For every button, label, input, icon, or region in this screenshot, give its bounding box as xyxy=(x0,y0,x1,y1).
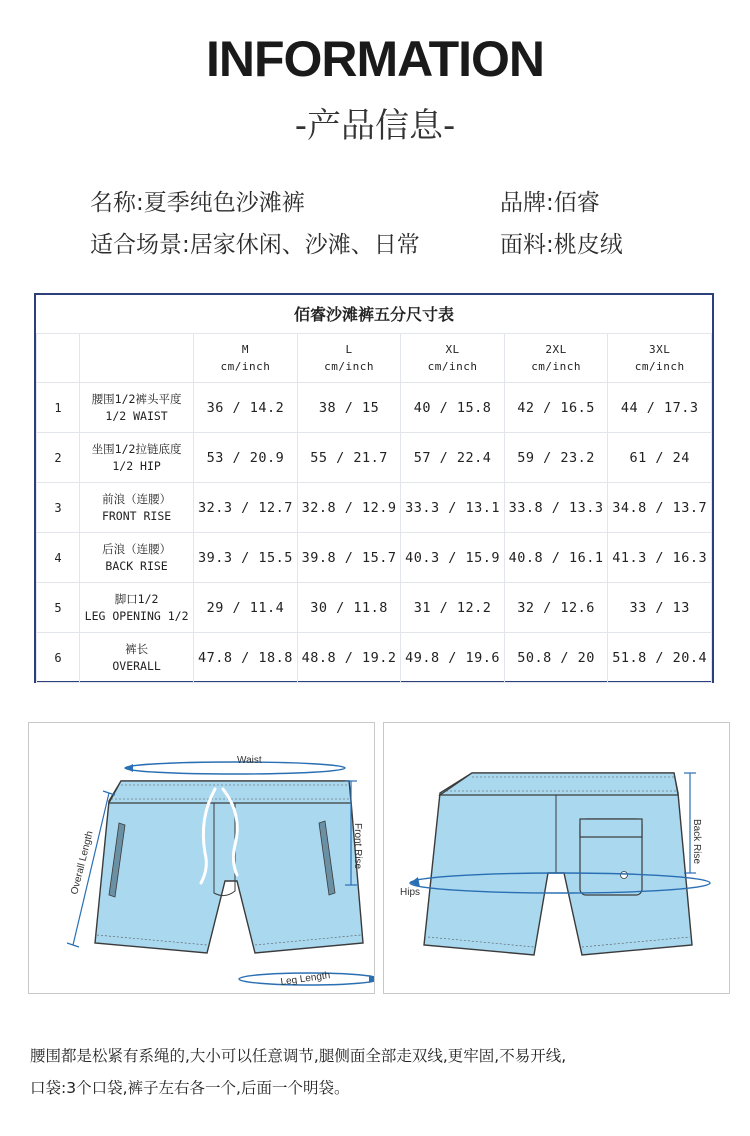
measurement-name-en: 1/2 HIP xyxy=(112,458,161,473)
size-value-cell: 33.3 / 13.1 xyxy=(401,483,505,533)
size-value-cell: 29 / 11.4 xyxy=(194,583,298,633)
product-scene: 适合场景:居家休闲、沙滩、日常 xyxy=(90,232,420,258)
product-name: 名称:夏季纯色沙滩裤 xyxy=(90,190,305,216)
size-table xyxy=(34,293,714,683)
size-table-row xyxy=(37,383,712,433)
size-value-cell: 48.8 / 19.2 xyxy=(297,633,401,683)
size-value-cell: 61 / 24 xyxy=(608,433,712,483)
size-table-caption: 佰睿沙滩裤五分尺寸表 xyxy=(36,295,712,334)
header-blank-item xyxy=(79,334,193,383)
size-table-grid xyxy=(36,333,712,683)
size-value-cell: 39.8 / 15.7 xyxy=(297,533,401,583)
row-measurement-name xyxy=(79,483,193,533)
measurement-name-cn: 脚口1/2 xyxy=(114,591,159,606)
measurement-name-en: OVERALL xyxy=(112,658,161,673)
row-measurement-name xyxy=(79,533,193,583)
size-table-row xyxy=(37,583,712,633)
header-size-3xl: 3XL cm/inch xyxy=(608,334,712,383)
size-value-cell: 50.8 / 20 xyxy=(504,633,608,683)
size-value-cell: 51.8 / 20.4 xyxy=(608,633,712,683)
back-rise-label: Back Rise xyxy=(691,819,702,865)
measurement-name-cn: 后浪（连腰） xyxy=(102,541,172,556)
front-rise-label: Front Rise xyxy=(352,823,363,870)
row-measurement-name xyxy=(79,583,193,633)
size-table-header-row xyxy=(37,334,712,383)
front-shorts-illustration xyxy=(29,723,374,993)
size-value-cell: 41.3 / 16.3 xyxy=(608,533,712,583)
size-value-cell: 47.8 / 18.8 xyxy=(194,633,298,683)
size-value-cell: 40 / 15.8 xyxy=(401,383,505,433)
row-number: 5 xyxy=(37,583,80,633)
description-line-2: 口袋:3个口袋,裤子左右各一个,后面一个明袋。 xyxy=(30,1079,350,1097)
row-measurement-name xyxy=(79,383,193,433)
size-value-cell: 55 / 21.7 xyxy=(297,433,401,483)
measurement-name-en: LEG OPENING 1/2 xyxy=(84,608,189,623)
product-fabric: 面料:桃皮绒 xyxy=(500,232,623,258)
size-value-cell: 36 / 14.2 xyxy=(194,383,298,433)
size-value-cell: 59 / 23.2 xyxy=(504,433,608,483)
size-table-row xyxy=(37,483,712,533)
row-number: 6 xyxy=(37,633,80,683)
size-table-row xyxy=(37,533,712,583)
overall-length-label: Overall Length xyxy=(69,829,96,896)
page-subtitle: -产品信息- xyxy=(294,106,456,146)
size-value-cell: 32.8 / 12.9 xyxy=(297,483,401,533)
size-value-cell: 30 / 11.8 xyxy=(297,583,401,633)
back-shorts-illustration xyxy=(384,723,729,993)
size-value-cell: 32 / 12.6 xyxy=(504,583,608,633)
measurement-name-cn: 裤长 xyxy=(125,641,149,656)
size-value-cell: 49.8 / 19.6 xyxy=(401,633,505,683)
row-number: 1 xyxy=(37,383,80,433)
back-measure-diagram xyxy=(383,722,730,994)
size-value-cell: 40.8 / 16.1 xyxy=(504,533,608,583)
size-value-cell: 53 / 20.9 xyxy=(194,433,298,483)
measurement-name-en: BACK RISE xyxy=(105,558,168,573)
measurement-name-en: FRONT RISE xyxy=(101,508,172,523)
size-value-cell: 31 / 12.2 xyxy=(401,583,505,633)
size-table-row xyxy=(37,433,712,483)
row-number: 3 xyxy=(37,483,80,533)
size-value-cell: 34.8 / 13.7 xyxy=(608,483,712,533)
header-size-m: M cm/inch xyxy=(194,334,298,383)
measurement-name-cn: 腰围1/2裤头平度 xyxy=(91,391,182,406)
size-value-cell: 33 / 13 xyxy=(608,583,712,633)
row-number: 4 xyxy=(37,533,80,583)
size-value-cell: 42 / 16.5 xyxy=(504,383,608,433)
size-value-cell: 33.8 / 13.3 xyxy=(504,483,608,533)
measurement-name-cn: 前浪（连腰） xyxy=(102,491,172,506)
measurement-name-cn: 坐围1/2拉链底度 xyxy=(91,441,182,456)
size-value-cell: 44 / 17.3 xyxy=(608,383,712,433)
front-measure-diagram xyxy=(28,722,375,994)
header-size-xl: XL cm/inch xyxy=(401,334,505,383)
row-number: 2 xyxy=(37,433,80,483)
row-measurement-name xyxy=(79,433,193,483)
size-value-cell: 32.3 / 12.7 xyxy=(194,483,298,533)
waist-label: Waist xyxy=(237,755,262,766)
measurement-name-en: 1/2 WAIST xyxy=(105,408,168,423)
size-table-row xyxy=(37,633,712,683)
header-size-2xl: 2XL cm/inch xyxy=(504,334,608,383)
description-line-1: 腰围都是松紧有系绳的,大小可以任意调节,腿侧面全部走双线,更牢固,不易开线, xyxy=(30,1047,567,1065)
row-measurement-name xyxy=(79,633,193,683)
leg-length-label: Leg Length xyxy=(279,970,331,988)
size-value-cell: 38 / 15 xyxy=(297,383,401,433)
size-value-cell: 39.3 / 15.5 xyxy=(194,533,298,583)
page-title: INFORMATION xyxy=(205,31,545,87)
product-brand: 品牌:佰睿 xyxy=(500,190,600,216)
size-value-cell: 40.3 / 15.9 xyxy=(401,533,505,583)
header-blank-no xyxy=(37,334,80,383)
size-value-cell: 57 / 22.4 xyxy=(401,433,505,483)
hips-label: Hips xyxy=(400,887,421,898)
header-size-l: L cm/inch xyxy=(297,334,401,383)
